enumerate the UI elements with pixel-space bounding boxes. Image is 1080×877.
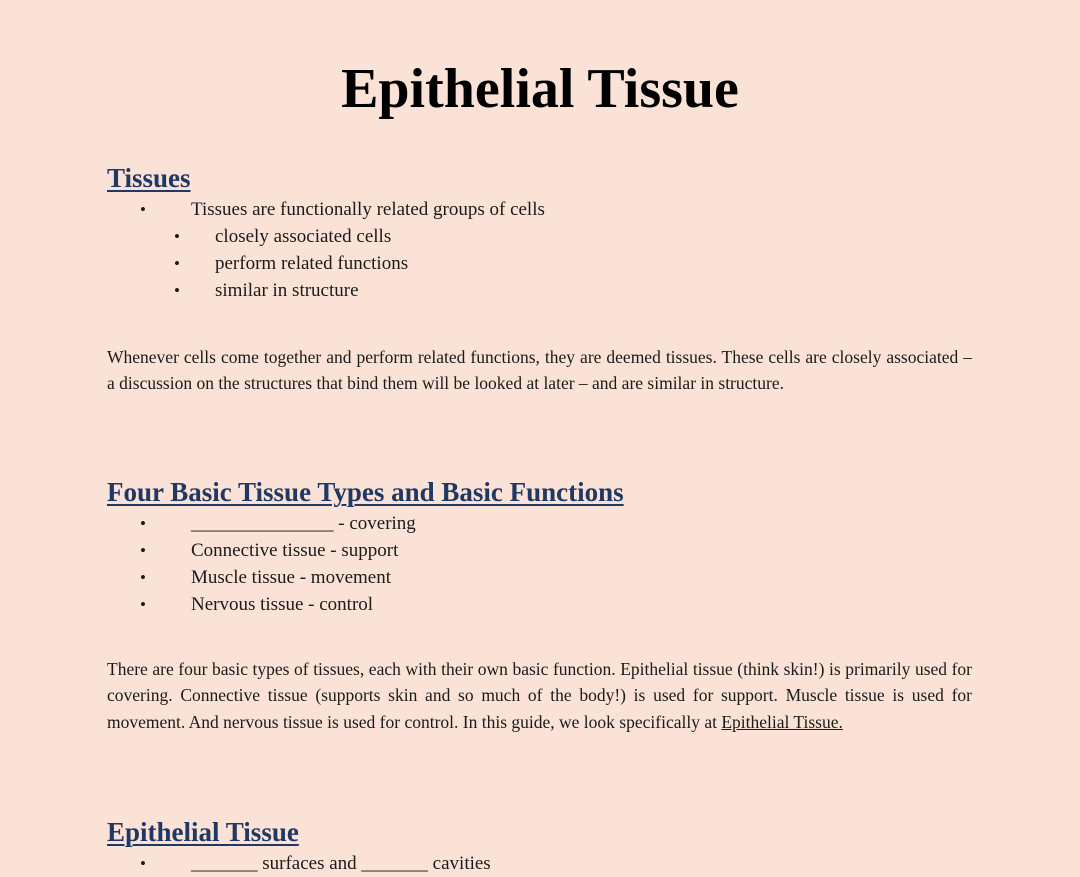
section-heading-epithelial-tissue: Epithelial Tissue <box>107 817 299 847</box>
list-item <box>107 564 416 591</box>
paragraph-text: There are four basic types of tissues, each with their own basic function. Epithelial tissue (think skin!) is primarily used for covering. Connective tissue (supports skin and so much of the body!) is used for support. Muscle tissue is used for movement. And nervous tissue is used for control. In this guide, we look specifically at <box>107 659 972 732</box>
bullet-icon: • <box>174 281 180 300</box>
tissue-types-bullet-list <box>107 510 416 618</box>
list-item <box>107 277 545 304</box>
list-item-text: _______ surfaces and _______ cavities <box>191 853 491 874</box>
epithelial-tissue-link[interactable]: Epithelial Tissue. <box>721 711 843 732</box>
epithelial-bullet-list <box>107 850 491 877</box>
bullet-icon: • <box>140 541 146 560</box>
bullet-icon: • <box>140 514 146 533</box>
list-item-text: Muscle tissue - movement <box>191 567 391 588</box>
section-heading-four-tissue-types: Four Basic Tissue Types and Basic Functions <box>107 477 624 507</box>
list-item-text: Connective tissue - support <box>191 540 399 561</box>
list-item-text: Tissues are functionally related groups of cells <box>191 199 545 220</box>
bullet-icon: • <box>140 854 146 873</box>
bullet-icon: • <box>174 227 180 246</box>
list-item-text: similar in structure <box>215 280 359 301</box>
list-item <box>107 850 491 877</box>
tissue-types-paragraph <box>107 656 972 735</box>
page-title: Epithelial Tissue <box>341 58 739 120</box>
bullet-icon: • <box>174 254 180 273</box>
section-heading-tissues: Tissues <box>107 163 191 193</box>
list-item-text: closely associated cells <box>215 226 392 247</box>
tissues-paragraph: Whenever cells come together and perform related functions, they are deemed tissues. These cells are closely associated – a discussion on the structures that bind them will be looked at later – and are similar in structure. <box>107 347 972 394</box>
list-item-text: perform related functions <box>215 253 409 274</box>
list-item <box>107 510 416 537</box>
list-item-text: Nervous tissue - control <box>191 594 374 615</box>
list-item <box>107 250 545 277</box>
tissues-bullet-list <box>107 196 545 304</box>
list-item <box>107 591 416 618</box>
list-item-text: _______________ - covering <box>191 513 416 534</box>
bullet-icon: • <box>140 595 146 614</box>
list-item <box>107 196 545 223</box>
bullet-icon: • <box>140 568 146 587</box>
bullet-icon: • <box>140 200 146 219</box>
list-item <box>107 537 416 564</box>
list-item <box>107 223 545 250</box>
